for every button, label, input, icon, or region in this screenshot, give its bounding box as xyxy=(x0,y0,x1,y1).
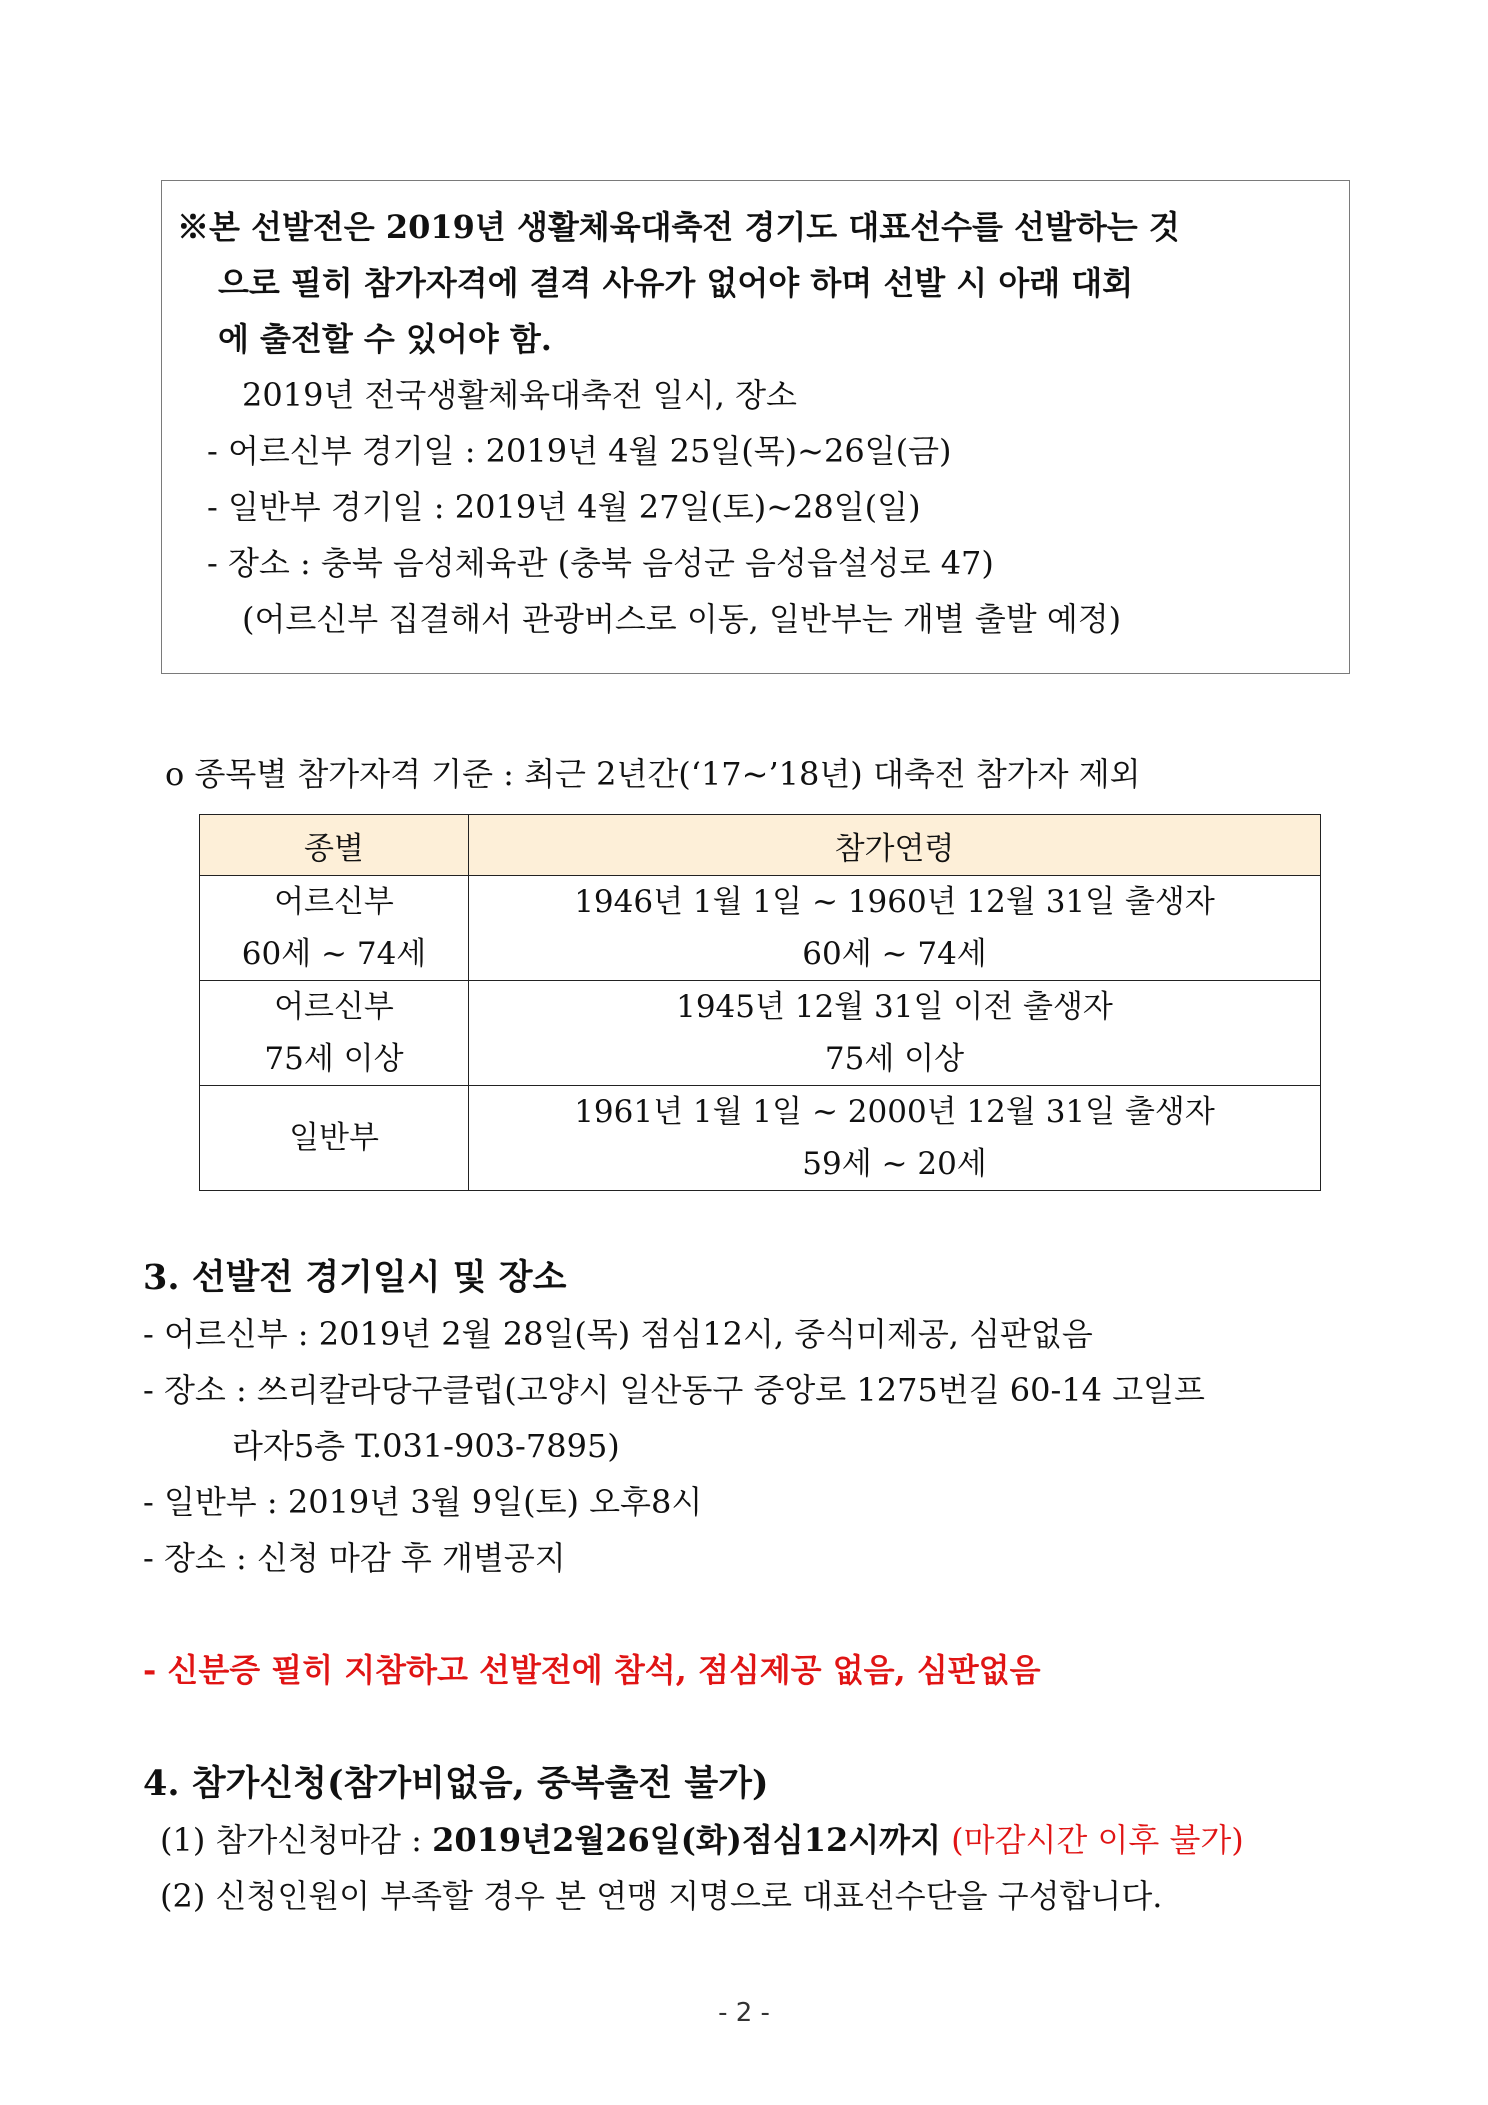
deadline-date: 2019년2월26일(화)점심12시까지 xyxy=(432,1821,941,1859)
table-row xyxy=(200,876,1321,981)
deadline-label: (1) 참가신청마감 : xyxy=(160,1821,433,1859)
section3-title: 3. 선발전 경기일시 및 장소 xyxy=(143,1257,567,1298)
division-cell xyxy=(200,1086,469,1191)
table-header-age: 참가연령 xyxy=(469,815,1321,876)
section3-warning: - 신분증 필히 지참하고 선발전에 참석, 점심제공 없음, 심판없음 xyxy=(143,1651,1041,1689)
division-line: 어르신부 xyxy=(274,989,394,1025)
section3-line-2: - 장소 : 쓰리칼라당구클럽(고양시 일산동구 중앙로 1275번길 60-14 고일프 xyxy=(143,1371,1205,1409)
age-range: 59세 ~ 20세 xyxy=(802,1146,987,1182)
division-cell xyxy=(200,876,469,981)
table-row xyxy=(200,1086,1321,1191)
qualification-table xyxy=(199,814,1321,1191)
division-cell xyxy=(200,981,469,1086)
section3-line-3: 라자5층 T.031-903-7895) xyxy=(232,1427,620,1465)
age-cell xyxy=(469,1086,1321,1191)
section3-line-5: - 장소 : 신청 마감 후 개별공지 xyxy=(143,1539,566,1577)
section3-line-1: - 어르신부 : 2019년 2월 28일(목) 점심12시, 중식미제공, 심판없음 xyxy=(143,1315,1093,1353)
birth-range: 1945년 12월 31일 이전 출생자 xyxy=(676,989,1113,1025)
birth-range: 1946년 1월 1일 ~ 1960년 12월 31일 출생자 xyxy=(574,884,1215,920)
section4-item-1 xyxy=(160,1820,1244,1860)
section3-line-4: - 일반부 : 2019년 3월 9일(토) 오후8시 xyxy=(143,1483,703,1521)
section4-title: 4. 참가신청(참가비없음, 중복출전 불가) xyxy=(143,1763,769,1804)
age-cell xyxy=(469,876,1321,981)
division-range: 60세 ~ 74세 xyxy=(241,936,427,972)
notice-line-2: 으로 필히 참가자격에 결격 사유가 없어야 하며 선발 시 아래 대회 xyxy=(218,264,1134,302)
birth-range: 1961년 1월 1일 ~ 2000년 12월 31일 출생자 xyxy=(574,1094,1215,1130)
notice-line-1: ※본 선발전은 2019년 생활체육대축전 경기도 대표선수를 선발하는 것 xyxy=(177,208,1180,246)
deadline-note: (마감시간 이후 불가) xyxy=(951,1821,1244,1859)
table-header-row xyxy=(200,815,1321,876)
division-line: 일반부 xyxy=(289,1120,379,1156)
qualification-heading: o 종목별 참가자격 기준 : 최근 2년간(‘17~’18년) 대축전 참가자 제외 xyxy=(165,755,1141,793)
page-number: - 2 - xyxy=(718,1998,770,2028)
notice-line-4: 2019년 전국생활체육대축전 일시, 장소 xyxy=(242,376,797,414)
division-line: 어르신부 xyxy=(274,884,394,920)
notice-line-5: - 어르신부 경기일 : 2019년 4월 25일(목)~26일(금) xyxy=(207,432,952,470)
notice-line-6: - 일반부 경기일 : 2019년 4월 27일(토)~28일(일) xyxy=(207,488,921,526)
division-range: 75세 이상 xyxy=(264,1041,404,1077)
table-row xyxy=(200,981,1321,1086)
notice-line-7: - 장소 : 충북 음성체육관 (충북 음성군 음성읍설성로 47) xyxy=(207,544,994,582)
table-header-division: 종별 xyxy=(200,815,469,876)
notice-box xyxy=(161,180,1350,674)
age-range: 60세 ~ 74세 xyxy=(802,936,987,972)
age-range: 75세 이상 xyxy=(824,1041,965,1077)
notice-line-8: (어르신부 집결해서 관광버스로 이동, 일반부는 개별 출발 예정) xyxy=(242,600,1122,638)
section4-item-2: (2) 신청인원이 부족할 경우 본 연맹 지명으로 대표선수단을 구성합니다. xyxy=(160,1877,1163,1915)
age-cell xyxy=(469,981,1321,1086)
notice-line-3: 에 출전할 수 있어야 함. xyxy=(218,320,552,358)
